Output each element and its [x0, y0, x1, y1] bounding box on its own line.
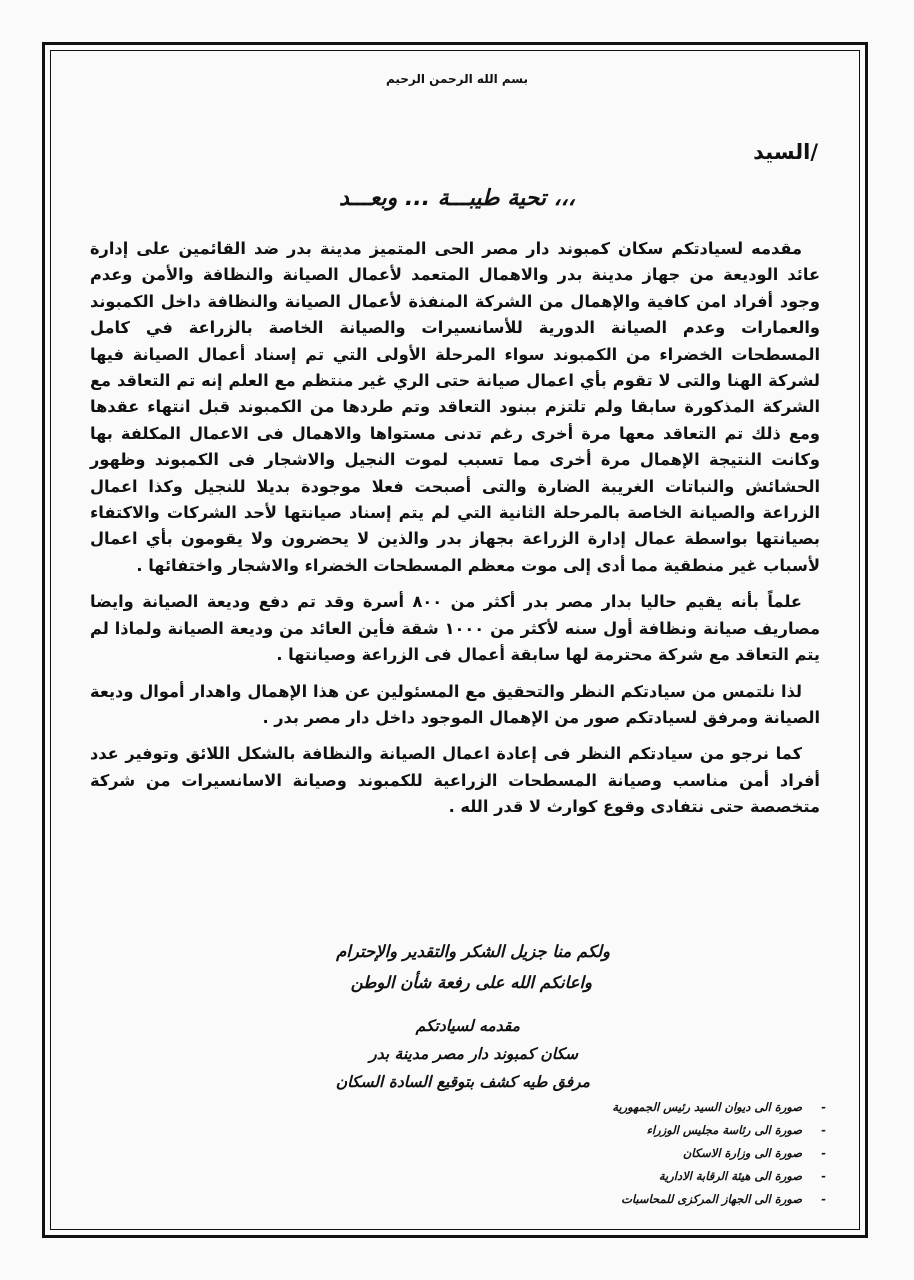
- sender-attachment: مرفق طيه كشف بتوقيع السادة السكان: [335, 1073, 590, 1091]
- salutation: السيد/: [753, 140, 818, 164]
- copy-item-text: صورة الى وزارة الاسكان: [682, 1146, 802, 1160]
- copy-item-text: صورة الى الجهاز المركزى للمحاسبات: [621, 1192, 802, 1206]
- letter-body: [90, 236, 820, 831]
- copy-item: [506, 1188, 826, 1211]
- copy-item-text: صورة الى ديوان السيد رئيس الجمهورية: [612, 1100, 802, 1114]
- copies-list: [506, 1096, 826, 1211]
- bullet-dash: -: [821, 1100, 826, 1114]
- copy-item-text: صورة الى هيئة الرقابة الادارية: [658, 1169, 802, 1183]
- copy-item-text: صورة الى رئاسة مجليس الوزراء: [646, 1123, 802, 1137]
- body-paragraph-request: لذا نلتمس من سيادتكم النظر والتحقيق مع المسئولين عن هذا الإهمال واهدار أموال وديعة الصيانة ومرفق لسيادتكم صور من الإهمال الموجود داخل دار مصر بدر .: [90, 681, 820, 727]
- body-paragraph-hope: كما نرجو من سيادتكم النظر فى إعادة اعمال الصيانة والنظافة بالشكل اللائق وتوفير عدد أفراد أمن مناسب وصيانة المسطحات الزراعية للكمبوند وصيانة الاسانسيرات من شركة متخصصة حتى نتفادى وقوع كوارث لا قدر الله .: [90, 744, 820, 817]
- sender-presented: مقدمه لسيادتكم: [415, 1017, 520, 1035]
- closing-prayer: واعانكم الله على رفعة شأن الوطن: [350, 973, 592, 992]
- copy-item: [506, 1096, 826, 1119]
- body-paragraph-complaint: مقدمه لسيادتكم سكان كمبوند دار مصر الحى المتميز مدينة بدر ضد القائمين على إدارة عائد الوديعة من جهاز مدينة بدر والاهمال المتعمد لأعمال الصيانة والنظافة والأمن وعدم وجود أفراد امن كافية والإهمال من الشركة المنفذة لأعمال الصيانة والنظافة داخل الكمبوند والعمارات وعدم الصيانة الدورية للأسانسيرات والصيانة الخاصة بالزراعة في كامل المسطحات الخضراء من الكمبوند سواء المرحلة الأولى التي تم إسناد أعمال الصيانة فيها لشركة الهنا والتى لا تقوم بأي اعمال صيانة حتى الري غير منتظم مع العلم إنه تم التعاقد مع الشركة المذكورة سابقا ولم تلتزم ببنود التعاقد وتم طردها من الكمبوند قبل انتهاء عقدها ومع ذلك تم التعاقد معها مرة أخرى رغم تدنى مستواها والاهمال فى الاعمال المكلفة بها وكانت النتيجة الإهمال مرة أخرى مما تسبب لموت النجيل والاشجار فى الكمبوند وظهور الحشائش والنباتات الغريبة الضارة والتى أصبحت فعلا موجودة بديلا للنجيل وكذا اعمال الزراعة والصيانة الخاصة بالمرحلة الثانية التي لم يتم إسناد صيانتها لأحد الشركات والاكتفاء بصيانتها بواسطة عمال إدارة الزراعة بجهاز بدر والذين لا يحضرون ولا يقومون بأي اعمال لأسباب غير منطقية مما أدى إلى موت معظم المسطحات الخضراء والاشجار واختفائها .: [90, 239, 820, 575]
- bullet-dash: -: [821, 1123, 826, 1137]
- bullet-dash: -: [821, 1146, 826, 1160]
- sender-block: [280, 1012, 590, 1096]
- copy-item: [506, 1119, 826, 1142]
- copy-item: [506, 1142, 826, 1165]
- copy-item: [506, 1165, 826, 1188]
- body-paragraph-deposit: علماً بأنه يقيم حاليا بدار مصر بدر أكثر من ٨٠٠ أسرة وقد تم دفع وديعة الصيانة وايضا مصاريف صيانة ونظافة أول سنه لأكثر من ١٠٠٠ شقة فأين العائد من وديعة الصيانة ولماذا لم يتم التعاقد مع شركة محترمة لها سابقة أعمال فى الزراعة وصيانتها .: [90, 592, 820, 665]
- greeting: تحية طيبـــة ... وبعـــد ،،،: [339, 186, 575, 211]
- closing-block: [280, 936, 610, 998]
- basmala: بسم الله الرحمن الرحيم: [385, 72, 529, 86]
- closing-thanks: ولكم منا جزيل الشكر والتقدير والإحترام: [336, 942, 610, 961]
- sender-residents: سكان كمبوند دار مصر مدينة بدر: [369, 1045, 578, 1063]
- bullet-dash: -: [821, 1169, 826, 1183]
- bullet-dash: -: [821, 1192, 826, 1206]
